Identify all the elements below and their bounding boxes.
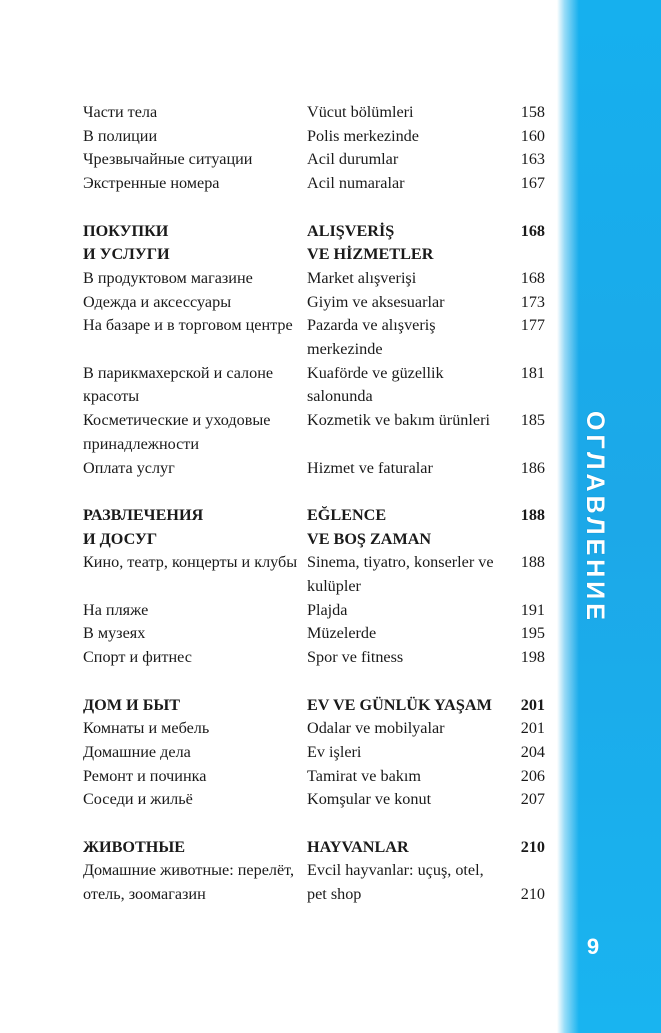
toc-entry: [83, 314, 545, 361]
toc-entry: [83, 646, 545, 670]
section-gap: [83, 812, 545, 836]
section-gap: [83, 480, 545, 504]
heading-tr: HAYVANLAR: [307, 837, 409, 856]
entry-ru: В парикмахерской и салоне красоты: [83, 363, 274, 406]
entry-ru: В продуктовом магазине: [83, 268, 253, 287]
toc-entry: [83, 741, 545, 765]
entry-tr: Kozmetik ve bakım ürünleri: [307, 411, 490, 430]
page-number: 9: [586, 934, 600, 959]
entry-ru: В музеях: [83, 624, 146, 643]
heading-page: 210: [520, 837, 545, 856]
toc-section-heading: [83, 836, 545, 860]
entry-ru: Ремонт и починка: [83, 766, 207, 785]
entry-tr: Giyim ve aksesuarlar: [307, 292, 445, 311]
entry-ru: Оплата услуг: [83, 458, 175, 477]
entry-tr: Odalar ve mobilyalar: [307, 719, 445, 738]
entry-ru: На базаре и в торговом центре: [83, 316, 293, 335]
entry-tr: Vücut bölümleri: [307, 103, 414, 121]
entry-tr: Acil durumlar: [307, 150, 399, 169]
entry-tr: Tamirat ve bakım: [307, 766, 421, 785]
toc-entry: [83, 125, 545, 149]
entry-tr: Kuaförde ve güzellik salonunda: [307, 363, 444, 406]
entry-page: 177: [520, 316, 545, 335]
entry-page: 201: [520, 719, 545, 738]
entry-page: 206: [520, 766, 545, 785]
toc-section-heading: [83, 504, 545, 551]
entry-ru: Части тела: [83, 103, 158, 121]
entry-tr: Spor ve fitness: [307, 648, 404, 667]
entry-ru: Экстренные номера: [83, 174, 220, 193]
entry-tr: Acil numaralar: [307, 174, 405, 193]
entry-tr: Market alışverişi: [307, 268, 417, 287]
entry-page: 188: [520, 553, 545, 572]
entry-ru: Чрезвычайные ситуации: [83, 150, 253, 169]
entry-ru: В полиции: [83, 126, 158, 145]
entry-tr: Plajda: [307, 600, 348, 619]
toc-entry: [83, 859, 545, 906]
toc-entry: [83, 101, 545, 125]
heading-ru: ДОМ И БЫТ: [83, 695, 181, 714]
entry-tr: Evcil hayvanlar: uçuş, otel, pet shop: [307, 861, 484, 904]
entry-page: 160: [520, 126, 545, 145]
entry-page: 207: [520, 790, 545, 809]
entry-page: 198: [520, 648, 545, 667]
entry-page: 195: [520, 624, 545, 643]
toc-section-heading: [83, 694, 545, 718]
toc-entry: [83, 291, 545, 315]
entry-tr: Hizmet ve faturalar: [307, 458, 433, 477]
section-gap: [83, 670, 545, 694]
entry-page: 168: [520, 268, 545, 287]
toc-entry: [83, 362, 545, 409]
heading-ru: РАЗВЛЕЧЕНИЯ И ДОСУГ: [83, 505, 204, 548]
toc-entry: [83, 622, 545, 646]
section-title-vertical: ОГЛАВЛЕНИЕ: [581, 411, 609, 624]
toc-entry: [83, 788, 545, 812]
entry-ru: Соседи и жильё: [83, 790, 193, 809]
entry-ru: Домашние дела: [83, 742, 191, 761]
entry-tr: Müzelerde: [307, 624, 377, 643]
entry-ru: Домашние животные: перелёт, отель, зоомагазин: [83, 861, 295, 904]
entry-page: 173: [520, 292, 545, 311]
table-of-contents: [83, 101, 545, 907]
heading-ru: ЖИВОТНЫЕ: [83, 837, 186, 856]
entry-tr: Ev işleri: [307, 742, 362, 761]
toc-entry: [83, 267, 545, 291]
entry-page: 158: [520, 103, 545, 121]
toc-entry: [83, 765, 545, 789]
entry-ru: Спорт и фитнес: [83, 648, 192, 667]
heading-page: 201: [520, 695, 545, 714]
section-gap: [83, 196, 545, 220]
entry-page: 210: [520, 885, 545, 904]
entry-ru: Комнаты и мебель: [83, 719, 210, 738]
toc-entry: [83, 409, 545, 456]
heading-tr: EV VE GÜNLÜK YAŞAM: [307, 695, 492, 714]
entry-ru: На пляже: [83, 600, 149, 619]
entry-ru: Косметические и уходовые принадлежности: [83, 411, 271, 453]
entry-page: 191: [520, 600, 545, 619]
entry-ru: Кино, театр, концерты и клубы: [83, 553, 298, 572]
entry-page: 163: [520, 150, 545, 169]
heading-tr: EĞLENCE VE BOŞ ZAMAN: [307, 505, 432, 548]
heading-ru: ПОКУПКИ И УСЛУГИ: [83, 221, 170, 264]
toc-entry: [83, 148, 545, 172]
entry-page: 185: [520, 411, 545, 430]
toc-entry: [83, 551, 545, 598]
toc-entry: [83, 457, 545, 481]
entry-ru: Одежда и аксессуары: [83, 292, 232, 311]
entry-page: 167: [520, 174, 545, 193]
entry-tr: Komşular ve konut: [307, 790, 432, 809]
heading-page: 188: [520, 505, 545, 524]
entry-tr: Polis merkezinde: [307, 126, 419, 145]
entry-tr: Pazarda ve alışveriş merkezinde: [307, 316, 436, 359]
heading-page: 168: [520, 221, 545, 240]
heading-tr: ALIŞVERİŞ VE HİZMETLER: [307, 221, 434, 264]
toc-section-heading: [83, 220, 545, 267]
entry-page: 204: [520, 742, 545, 761]
toc-entry: [83, 599, 545, 623]
toc-entry: [83, 172, 545, 196]
entry-page: 181: [520, 363, 545, 382]
entry-page: 186: [520, 458, 545, 477]
toc-entry: [83, 717, 545, 741]
entry-tr: Sinema, tiyatro, konserler ve kulüpler: [307, 553, 494, 596]
